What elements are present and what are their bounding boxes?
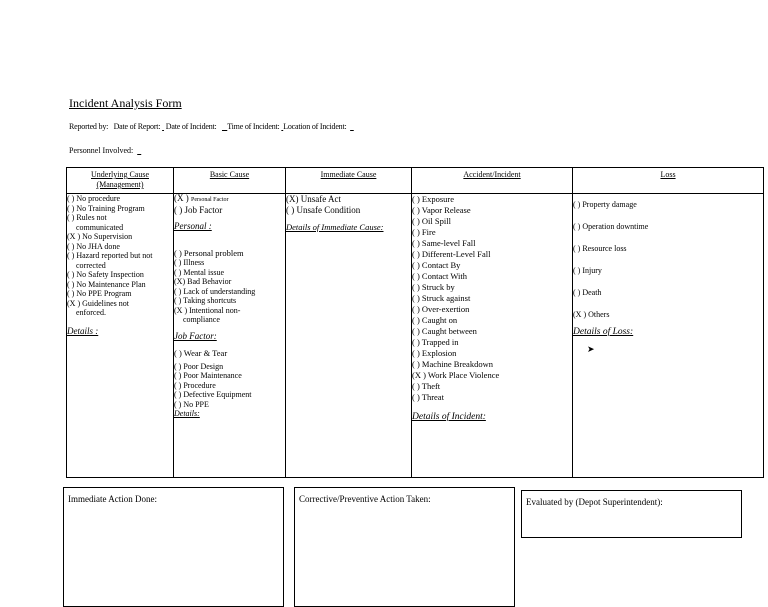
accident-item[interactable]: ( ) Vapor Release <box>412 205 471 215</box>
accident-item[interactable]: ( ) Different-Level Fall <box>412 249 491 259</box>
basic-item-personal-factor[interactable]: (X ) Personal Factor <box>174 193 229 203</box>
underlying-cause-cell[interactable] <box>67 194 174 478</box>
accident-item[interactable]: ( ) Trapped in <box>412 337 459 347</box>
evaluated-by-label: Evaluated by (Depot Superintendent): <box>526 497 663 507</box>
underlying-item[interactable]: ( ) Rules not <box>67 213 107 222</box>
loss-item[interactable]: ( ) Injury <box>573 266 602 275</box>
analysis-table <box>66 167 764 478</box>
immediate-item[interactable]: ( ) Unsafe Condition <box>286 205 361 215</box>
underlying-item[interactable]: ( ) No JHA done <box>67 241 120 251</box>
accident-item[interactable]: ( ) Struck against <box>412 293 471 303</box>
accident-item[interactable]: ( ) Explosion <box>412 348 457 358</box>
corrective-action-label: Corrective/Preventive Action Taken: <box>299 494 431 504</box>
bullet-arrow-icon: ➤ <box>587 344 595 354</box>
job-item[interactable]: ( ) Procedure <box>174 380 216 390</box>
personal-label: Personal : <box>174 221 212 231</box>
immediate-details-label: Details of Immediate Cause: <box>286 222 384 232</box>
header-accident-incident: Accident/Incident <box>412 168 573 194</box>
loss-item[interactable]: ( ) Resource loss <box>573 244 627 253</box>
underlying-item[interactable]: ( ) No Training Program <box>67 203 145 213</box>
accident-item[interactable]: ( ) Caught on <box>412 315 458 325</box>
immediate-item[interactable]: (X) Unsafe Act <box>286 194 341 204</box>
accident-item[interactable]: ( ) Exposure <box>412 194 455 204</box>
personal-item-cont: compliance <box>183 315 220 324</box>
accident-item[interactable]: ( ) Theft <box>412 381 441 391</box>
table-header-row <box>67 168 764 194</box>
loss-item[interactable]: (X ) Others <box>573 310 610 319</box>
job-item[interactable]: ( ) No PPE <box>174 399 209 409</box>
location-of-incident-field[interactable] <box>350 122 354 131</box>
accident-item[interactable]: ( ) Oil Spill <box>412 216 451 226</box>
underlying-item-cont: corrected <box>76 260 106 270</box>
underlying-item-cont: communicated <box>76 222 124 232</box>
loss-item[interactable]: ( ) Death <box>573 288 602 297</box>
job-item[interactable]: ( ) Poor Maintenance <box>174 371 242 380</box>
personal-item[interactable]: ( ) Taking shortcuts <box>174 296 237 305</box>
personnel-involved-field[interactable] <box>137 146 141 155</box>
personal-item[interactable]: (X) Bad Behavior <box>174 277 232 286</box>
personal-item[interactable]: (X ) Intentional non- <box>174 305 241 315</box>
accident-item[interactable]: ( ) Threat <box>412 392 444 402</box>
immediate-action-label: Immediate Action Done: <box>68 494 157 504</box>
form-title: Incident Analysis Form <box>69 96 182 110</box>
job-item[interactable]: ( ) Defective Equipment <box>174 390 252 399</box>
underlying-item-cont: enforced. <box>76 308 106 317</box>
immediate-action-box[interactable] <box>63 487 284 607</box>
underlying-details-label: Details : <box>67 325 99 336</box>
accident-item[interactable]: ( ) Fire <box>412 227 436 237</box>
date-of-report-label: Date of Report: <box>113 122 161 131</box>
accident-item[interactable]: ( ) Machine Breakdown <box>412 359 493 369</box>
personal-item[interactable]: ( ) Illness <box>174 258 205 267</box>
accident-item[interactable]: ( ) Struck by <box>412 282 455 292</box>
table-body-row <box>67 194 764 478</box>
accident-item[interactable]: ( ) Same-level Fall <box>412 238 476 248</box>
basic-cause-cell[interactable] <box>174 194 286 478</box>
job-factor-label: Job Factor: <box>174 330 217 341</box>
accident-incident-cell[interactable] <box>412 194 573 478</box>
accident-item[interactable]: ( ) Over-exertion <box>412 304 470 314</box>
underlying-item[interactable]: ( ) No Safety Inspection <box>67 270 144 279</box>
job-item[interactable]: ( ) Wear & Tear <box>174 348 228 358</box>
corrective-action-box[interactable] <box>294 487 515 607</box>
loss-details-label: Details of Loss: <box>573 327 634 337</box>
accident-item[interactable]: ( ) Contact With <box>412 271 467 281</box>
job-item[interactable]: ( ) Poor Design <box>174 361 224 371</box>
personal-item[interactable]: ( ) Mental issue <box>174 267 224 277</box>
underlying-item[interactable]: (X ) No Supervision <box>67 232 133 241</box>
underlying-item[interactable]: (X ) Guidelines not <box>67 298 129 308</box>
loss-item[interactable]: ( ) Property damage <box>573 200 637 209</box>
loss-cell[interactable] <box>573 194 764 478</box>
time-of-incident-label: Time of Incident: <box>227 122 280 131</box>
accident-item[interactable]: ( ) Caught between <box>412 326 477 336</box>
date-of-report-field[interactable] <box>162 122 164 131</box>
immediate-cause-cell[interactable] <box>286 194 412 478</box>
basic-item[interactable]: ( ) Job Factor <box>174 204 223 215</box>
basic-details-label: Details: <box>174 409 200 418</box>
accident-details-label: Details of Incident: <box>412 412 486 422</box>
header-loss: Loss <box>573 168 764 194</box>
accident-item[interactable]: ( ) Contact By <box>412 260 461 270</box>
underlying-item[interactable]: ( ) Hazard reported but not <box>67 251 153 260</box>
date-of-incident-label: Date of Incident: <box>165 122 217 131</box>
header-underlying-cause: Underlying Cause (Management) <box>67 168 174 194</box>
loss-item[interactable]: ( ) Operation downtime <box>573 222 649 231</box>
underlying-item[interactable]: ( ) No PPE Program <box>67 289 132 298</box>
evaluated-by-box[interactable] <box>521 490 742 538</box>
personnel-line <box>69 146 141 155</box>
personal-item[interactable]: ( ) Personal problem <box>174 247 244 258</box>
underlying-item[interactable]: ( ) No Maintenance Plan <box>67 279 146 289</box>
location-of-incident-label: Location of Incident: <box>283 122 347 131</box>
personnel-involved-label: Personnel Involved: <box>69 146 134 155</box>
header-basic-cause: Basic Cause <box>174 168 286 194</box>
personal-item[interactable]: ( ) Lack of understanding <box>174 286 256 296</box>
reported-by-label: Reported by: <box>69 122 109 131</box>
report-meta-line <box>69 122 354 131</box>
basic-item[interactable] <box>174 194 285 206</box>
underlying-item[interactable]: ( ) No procedure <box>67 194 121 203</box>
accident-item[interactable]: (X ) Work Place Violence <box>412 370 500 380</box>
header-immediate-cause: Immediate Cause <box>286 168 412 194</box>
